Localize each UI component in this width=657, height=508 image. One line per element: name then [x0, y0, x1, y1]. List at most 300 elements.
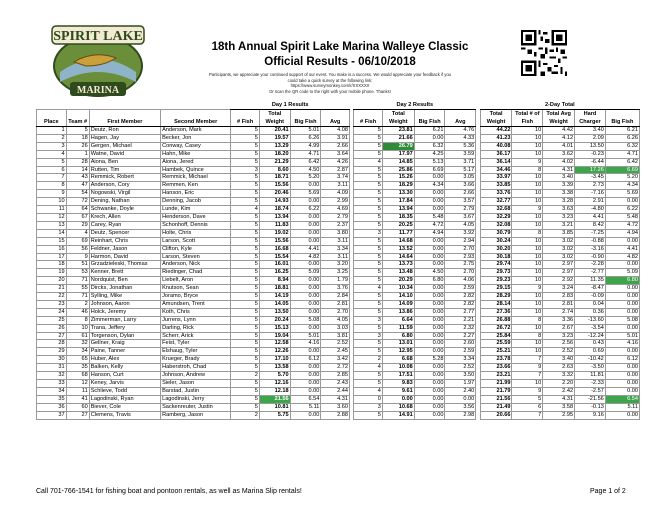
- qr-code[interactable]: [521, 30, 567, 76]
- table-cell: 0.00: [605, 372, 639, 380]
- column-header: [161, 110, 231, 119]
- table-cell: 2.56: [543, 340, 575, 348]
- table-cell: 6.32: [605, 142, 639, 150]
- column-header: Total Avg: [543, 110, 575, 119]
- table-cell: 4.31: [543, 395, 575, 403]
- table-cell: 10: [512, 174, 543, 182]
- table-cell: 3.40: [543, 174, 575, 182]
- table-cell: 5: [354, 348, 383, 356]
- table-row: [37, 213, 640, 221]
- table-cell: 5.01: [290, 127, 321, 135]
- table-cell: 2.63: [543, 364, 575, 372]
- table-cell: 9: [512, 387, 543, 395]
- table-cell: 4: [37, 150, 67, 158]
- table-cell: 26: [37, 324, 67, 332]
- column-header-row: [37, 118, 640, 127]
- table-cell: 5: [354, 127, 383, 135]
- table-row: [37, 285, 640, 293]
- column-header: [354, 110, 383, 119]
- table-cell: 3: [37, 142, 67, 150]
- table-cell: 6.69: [605, 166, 639, 174]
- table-cell: 2.09: [575, 134, 606, 142]
- table-cell: 10: [512, 237, 543, 245]
- table-cell: 14.05: [259, 300, 290, 308]
- table-cell: 10: [512, 293, 543, 301]
- table-cell: 5: [231, 308, 260, 316]
- table-cell: 3.63: [543, 206, 575, 214]
- table-cell: 3.50: [445, 372, 476, 380]
- table-cell: Hagen, Jay: [89, 134, 160, 142]
- table-cell: 2.82: [445, 293, 476, 301]
- table-cell: 5: [354, 293, 383, 301]
- table-cell: 4: [231, 206, 260, 214]
- table-cell: 3.02: [543, 245, 575, 253]
- table-cell: 5: [354, 221, 383, 229]
- table-cell: 5: [231, 213, 260, 221]
- table-cell: 7: [512, 356, 543, 364]
- table-row: [37, 300, 640, 308]
- table-cell: 5: [354, 174, 383, 182]
- table-cell: Lagodinski, Ryan: [89, 395, 160, 403]
- table-cell: -7.16: [575, 190, 606, 198]
- table-cell: 30.79: [480, 229, 512, 237]
- table-cell: 14.91: [382, 411, 414, 419]
- table-cell: 6.32: [414, 142, 445, 150]
- table-cell: 10: [512, 198, 543, 206]
- table-cell: 28.29: [480, 293, 512, 301]
- table-cell: 10.34: [382, 285, 414, 293]
- table-row: [37, 277, 640, 285]
- table-cell: Nogowski, Virgil: [89, 190, 160, 198]
- table-cell: 5: [231, 332, 260, 340]
- table-cell: 6.21: [605, 127, 639, 135]
- table-cell: 0.00: [290, 372, 321, 380]
- table-cell: 0.00: [290, 182, 321, 190]
- table-cell: Keney, Jarvis: [89, 380, 160, 388]
- table-cell: 18.35: [382, 213, 414, 221]
- table-row: [37, 372, 640, 380]
- table-cell: 0.00: [605, 285, 639, 293]
- table-cell: 2.87: [321, 166, 350, 174]
- table-cell: 3.67: [445, 213, 476, 221]
- table-cell: 0.00: [414, 237, 445, 245]
- table-cell: 5.09: [605, 269, 639, 277]
- column-header: Big Fish: [414, 118, 445, 127]
- note-line: could take a quick survey at the following link:: [287, 77, 373, 83]
- table-cell: 32.29: [480, 213, 512, 221]
- column-header: Total: [259, 110, 290, 119]
- table-cell: 5: [231, 158, 260, 166]
- table-cell: 10: [512, 380, 543, 388]
- table-cell: 5.13: [414, 158, 445, 166]
- table-cell: 5: [231, 269, 260, 277]
- results-subtitle: Official Results - 06/10/2018: [264, 56, 416, 68]
- table-cell: 8: [37, 182, 67, 190]
- table-cell: 10: [512, 300, 543, 308]
- table-cell: 20.66: [480, 411, 512, 419]
- table-cell: 0.00: [414, 300, 445, 308]
- table-cell: 3.21: [543, 221, 575, 229]
- table-cell: 3: [354, 403, 383, 411]
- survey-link[interactable]: https://www.surveymonkey.com/r/XXXXXX: [290, 83, 370, 89]
- table-cell: 4.41: [575, 213, 606, 221]
- table-cell: 20.41: [259, 127, 290, 135]
- table-cell: 0.00: [414, 403, 445, 411]
- table-cell: 5.69: [290, 190, 321, 198]
- column-header: Team #: [66, 118, 89, 127]
- column-header: Total # of: [512, 110, 543, 119]
- table-cell: 32.77: [480, 198, 512, 206]
- table-cell: Feldner, Jason: [89, 245, 160, 253]
- table-cell: 4.82: [605, 253, 639, 261]
- table-cell: 4.31: [321, 395, 350, 403]
- table-cell: 0.00: [414, 190, 445, 198]
- table-cell: Anderson, Cory: [89, 182, 160, 190]
- table-cell: 23: [37, 300, 67, 308]
- table-cell: 10: [512, 340, 543, 348]
- table-cell: Clemens, Travis: [89, 411, 160, 419]
- table-cell: Zimmerman, Larry: [89, 316, 160, 324]
- table-cell: 60: [66, 403, 89, 411]
- table-cell: 18.74: [259, 206, 290, 214]
- table-cell: 3.23: [543, 332, 575, 340]
- table-cell: 46: [66, 308, 89, 316]
- table-cell: 5.01: [290, 332, 321, 340]
- table-cell: 3: [231, 166, 260, 174]
- table-cell: 3.24: [543, 285, 575, 293]
- table-cell: 8.94: [259, 277, 290, 285]
- table-cell: 4.72: [414, 221, 445, 229]
- table-cell: Liebelt, Aron: [161, 277, 231, 285]
- table-cell: 6.80: [382, 332, 414, 340]
- table-cell: 6.22: [290, 206, 321, 214]
- table-cell: 4.82: [290, 253, 321, 261]
- table-cell: 2.45: [321, 348, 350, 356]
- table-cell: 2.59: [445, 285, 476, 293]
- table-cell: 0.00: [605, 300, 639, 308]
- table-cell: 29.15: [480, 285, 512, 293]
- table-row: [37, 395, 640, 403]
- table-cell: 4.02: [543, 158, 575, 166]
- table-cell: 11.35: [575, 277, 606, 285]
- table-row: [37, 150, 640, 158]
- table-cell: 0.00: [414, 261, 445, 269]
- table-cell: 3.25: [321, 269, 350, 277]
- column-header: # Fish: [231, 118, 260, 127]
- table-cell: 8: [512, 316, 543, 324]
- table-cell: 6: [37, 166, 67, 174]
- table-cell: 71: [66, 277, 89, 285]
- table-row: [37, 269, 640, 277]
- table-cell: 2.91: [575, 198, 606, 206]
- table-cell: 2.21: [445, 316, 476, 324]
- table-cell: 3.76: [321, 285, 350, 293]
- table-cell: 3.71: [445, 158, 476, 166]
- table-cell: Paine, Tanner: [89, 348, 160, 356]
- table-cell: 28.14: [480, 300, 512, 308]
- table-cell: Becker, Jon: [161, 134, 231, 142]
- table-cell: 2.88: [321, 411, 350, 419]
- column-header: [321, 110, 350, 119]
- column-header: Total: [382, 110, 414, 119]
- table-cell: 13.48: [382, 269, 414, 277]
- table-cell: 5: [231, 198, 260, 206]
- table-cell: 0.00: [605, 411, 639, 419]
- table-cell: 2.27: [445, 332, 476, 340]
- table-row: [37, 356, 640, 364]
- table-cell: 6.69: [414, 166, 445, 174]
- table-cell: 18.71: [259, 174, 290, 182]
- table-cell: 5: [231, 190, 260, 198]
- spirit-lake-marina-logo: [44, 22, 152, 102]
- table-cell: 5: [231, 142, 260, 150]
- table-cell: 4.76: [445, 127, 476, 135]
- table-cell: 2.97: [543, 261, 575, 269]
- table-cell: Gergen, Michael: [89, 142, 160, 150]
- table-cell: 10: [512, 182, 543, 190]
- table-cell: 3.32: [543, 372, 575, 380]
- table-cell: 24: [37, 308, 67, 316]
- table-cell: 14: [37, 229, 67, 237]
- table-cell: 5: [231, 356, 260, 364]
- table-cell: 11.81: [575, 372, 606, 380]
- table-cell: 5: [354, 340, 383, 348]
- table-cell: Schlieve, Todd: [89, 387, 160, 395]
- table-cell: 5: [231, 293, 260, 301]
- table-cell: 2.85: [321, 372, 350, 380]
- table-cell: 0.00: [414, 206, 445, 214]
- table-cell: 2.32: [445, 324, 476, 332]
- table-cell: 0.00: [290, 221, 321, 229]
- table-cell: 0.00: [414, 174, 445, 182]
- table-row: [37, 387, 640, 395]
- table-cell: 3.02: [543, 237, 575, 245]
- table-cell: 51: [66, 261, 89, 269]
- table-cell: 3.56: [445, 403, 476, 411]
- table-cell: 3.03: [321, 324, 350, 332]
- table-cell: Remmick, Robert: [89, 174, 160, 182]
- table-cell: 10: [512, 324, 543, 332]
- table-cell: 2.82: [445, 300, 476, 308]
- table-cell: 4: [354, 158, 383, 166]
- day2-group-header: Day 2 Results: [354, 101, 476, 110]
- table-cell: 3.23: [543, 213, 575, 221]
- table-cell: 5: [231, 380, 260, 388]
- table-row: [37, 340, 640, 348]
- table-cell: -0.13: [575, 403, 606, 411]
- table-cell: 3.81: [321, 332, 350, 340]
- table-cell: 10.68: [382, 403, 414, 411]
- table-cell: 5: [354, 245, 383, 253]
- table-cell: 5: [37, 158, 67, 166]
- table-row: [37, 237, 640, 245]
- table-cell: 35: [37, 395, 67, 403]
- table-cell: Feist, Tyler: [161, 340, 231, 348]
- table-row: [37, 380, 640, 388]
- column-header: [37, 110, 67, 119]
- table-cell: 6.26: [290, 134, 321, 142]
- table-cell: 4.06: [445, 277, 476, 285]
- table-cell: 53: [66, 269, 89, 277]
- table-cell: 14.93: [259, 198, 290, 206]
- table-cell: 9: [37, 190, 67, 198]
- table-cell: Kenner, Brett: [89, 269, 160, 277]
- table-cell: 2.77: [445, 308, 476, 316]
- table-cell: 2: [354, 356, 383, 364]
- table-cell: 1: [37, 127, 67, 135]
- table-cell: 3.11: [321, 253, 350, 261]
- table-cell: Torgenson, Dylan: [89, 332, 160, 340]
- table-cell: 5: [231, 261, 260, 269]
- table-cell: 0.00: [605, 308, 639, 316]
- table-cell: 14.85: [382, 158, 414, 166]
- table-cell: 0.00: [414, 340, 445, 348]
- table-cell: 9.16: [575, 411, 606, 419]
- table-cell: 5: [231, 237, 260, 245]
- table-cell: 6.80: [414, 277, 445, 285]
- table-cell: 7: [512, 372, 543, 380]
- table-cell: 0.00: [414, 395, 445, 403]
- table-cell: 8.42: [575, 221, 606, 229]
- table-cell: 5.20: [290, 174, 321, 182]
- table-cell: 27.36: [480, 308, 512, 316]
- table-cell: 0.00: [290, 380, 321, 388]
- table-cell: 10: [37, 198, 67, 206]
- table-cell: 13.50: [259, 308, 290, 316]
- table-cell: 15.26: [382, 174, 414, 182]
- table-cell: 2.70: [321, 308, 350, 316]
- table-cell: 0.00: [414, 324, 445, 332]
- table-cell: 6.21: [414, 127, 445, 135]
- table-cell: Riedinger, Chad: [161, 269, 231, 277]
- table-cell: Denning, Jacob: [161, 198, 231, 206]
- table-cell: 4.94: [605, 229, 639, 237]
- table-cell: 5: [231, 316, 260, 324]
- table-cell: 2.20: [543, 380, 575, 388]
- table-row: [37, 293, 640, 301]
- table-cell: Lunde, Kim: [161, 206, 231, 214]
- table-cell: 5: [231, 364, 260, 372]
- table-cell: Gellner, Kraig: [89, 340, 160, 348]
- table-cell: Joramo, Bryce: [161, 293, 231, 301]
- total-group-header: 2-Day Total: [480, 101, 639, 110]
- table-cell: Trana, Jeffery: [89, 324, 160, 332]
- table-cell: 2.75: [445, 261, 476, 269]
- table-cell: 3.92: [445, 229, 476, 237]
- table-cell: 2.98: [445, 411, 476, 419]
- table-cell: 5: [354, 411, 383, 419]
- table-cell: Hambek, Quince: [161, 166, 231, 174]
- table-cell: 5.11: [605, 403, 639, 411]
- results-table: [36, 101, 640, 420]
- table-cell: 12.58: [259, 340, 290, 348]
- table-cell: 65: [66, 356, 89, 364]
- table-cell: 2.43: [321, 380, 350, 388]
- table-cell: 6.22: [605, 206, 639, 214]
- column-header: Weight: [480, 118, 512, 127]
- table-cell: 29.74: [480, 261, 512, 269]
- footer-rental-note: Call 701-766-1541 for fishing boat and pontoon rentals, as well as Marina Slip rentals!: [36, 488, 302, 495]
- table-cell: 4.05: [321, 316, 350, 324]
- table-cell: 4: [354, 364, 383, 372]
- table-row: [37, 142, 640, 150]
- table-cell: 6: [512, 403, 543, 411]
- table-cell: 0.00: [290, 308, 321, 316]
- table-cell: 16.68: [259, 245, 290, 253]
- table-cell: Krech, Allen: [89, 213, 160, 221]
- table-cell: 14.10: [382, 293, 414, 301]
- table-cell: 14.68: [382, 237, 414, 245]
- table-cell: 4: [66, 229, 89, 237]
- table-cell: 20.29: [382, 277, 414, 285]
- table-cell: Johnson, Aaron: [89, 300, 160, 308]
- table-cell: Hanson, Curt: [89, 372, 160, 380]
- table-row: [37, 182, 640, 190]
- table-cell: 0.36: [575, 308, 606, 316]
- table-cell: 13.01: [382, 340, 414, 348]
- table-cell: 10: [512, 253, 543, 261]
- table-cell: -2.77: [575, 269, 606, 277]
- table-cell: 4.50: [290, 166, 321, 174]
- table-cell: 71: [66, 293, 89, 301]
- table-cell: 18: [37, 261, 67, 269]
- table-cell: 0.00: [290, 300, 321, 308]
- table-cell: 5.28: [414, 356, 445, 364]
- table-cell: 54: [66, 190, 89, 198]
- table-cell: 2.83: [543, 293, 575, 301]
- table-cell: 10: [66, 324, 89, 332]
- column-header: Avg: [321, 118, 350, 127]
- table-cell: 2.70: [445, 245, 476, 253]
- table-row: [37, 261, 640, 269]
- table-cell: 8: [512, 166, 543, 174]
- table-cell: Schwanke, Doyle: [89, 206, 160, 214]
- table-cell: 5: [354, 261, 383, 269]
- table-cell: 5: [354, 142, 383, 150]
- table-cell: 2.81: [321, 300, 350, 308]
- table-cell: 5: [354, 277, 383, 285]
- table-cell: -0.09: [575, 293, 606, 301]
- table-cell: 3.39: [543, 182, 575, 190]
- table-cell: 2.66: [321, 142, 350, 150]
- table-cell: 0.00: [290, 387, 321, 395]
- table-cell: 0.00: [414, 198, 445, 206]
- table-cell: 8: [512, 229, 543, 237]
- table-cell: Haberstroh, Chad: [161, 364, 231, 372]
- column-header-row-top: [37, 110, 640, 119]
- table-cell: 0.00: [290, 348, 321, 356]
- table-cell: 68: [66, 372, 89, 380]
- table-cell: 4.94: [414, 229, 445, 237]
- table-cell: -2.57: [575, 387, 606, 395]
- table-cell: 5: [231, 340, 260, 348]
- table-cell: 10: [512, 134, 543, 142]
- table-cell: Dening, Nathan: [89, 198, 160, 206]
- table-cell: Biever, Cole: [89, 403, 160, 411]
- column-header: Weight: [543, 118, 575, 127]
- table-cell: Knutson, Sean: [161, 285, 231, 293]
- table-cell: 0.00: [414, 253, 445, 261]
- table-cell: 4.69: [321, 206, 350, 214]
- table-cell: 3.64: [321, 150, 350, 158]
- table-cell: 4.26: [321, 158, 350, 166]
- column-header: Charger: [575, 118, 606, 127]
- table-cell: Sylling, Mike: [89, 293, 160, 301]
- table-cell: 11.83: [259, 221, 290, 229]
- table-cell: 19: [37, 269, 67, 277]
- table-cell: Ramberg, Jason: [161, 411, 231, 419]
- table-cell: 4.08: [321, 127, 350, 135]
